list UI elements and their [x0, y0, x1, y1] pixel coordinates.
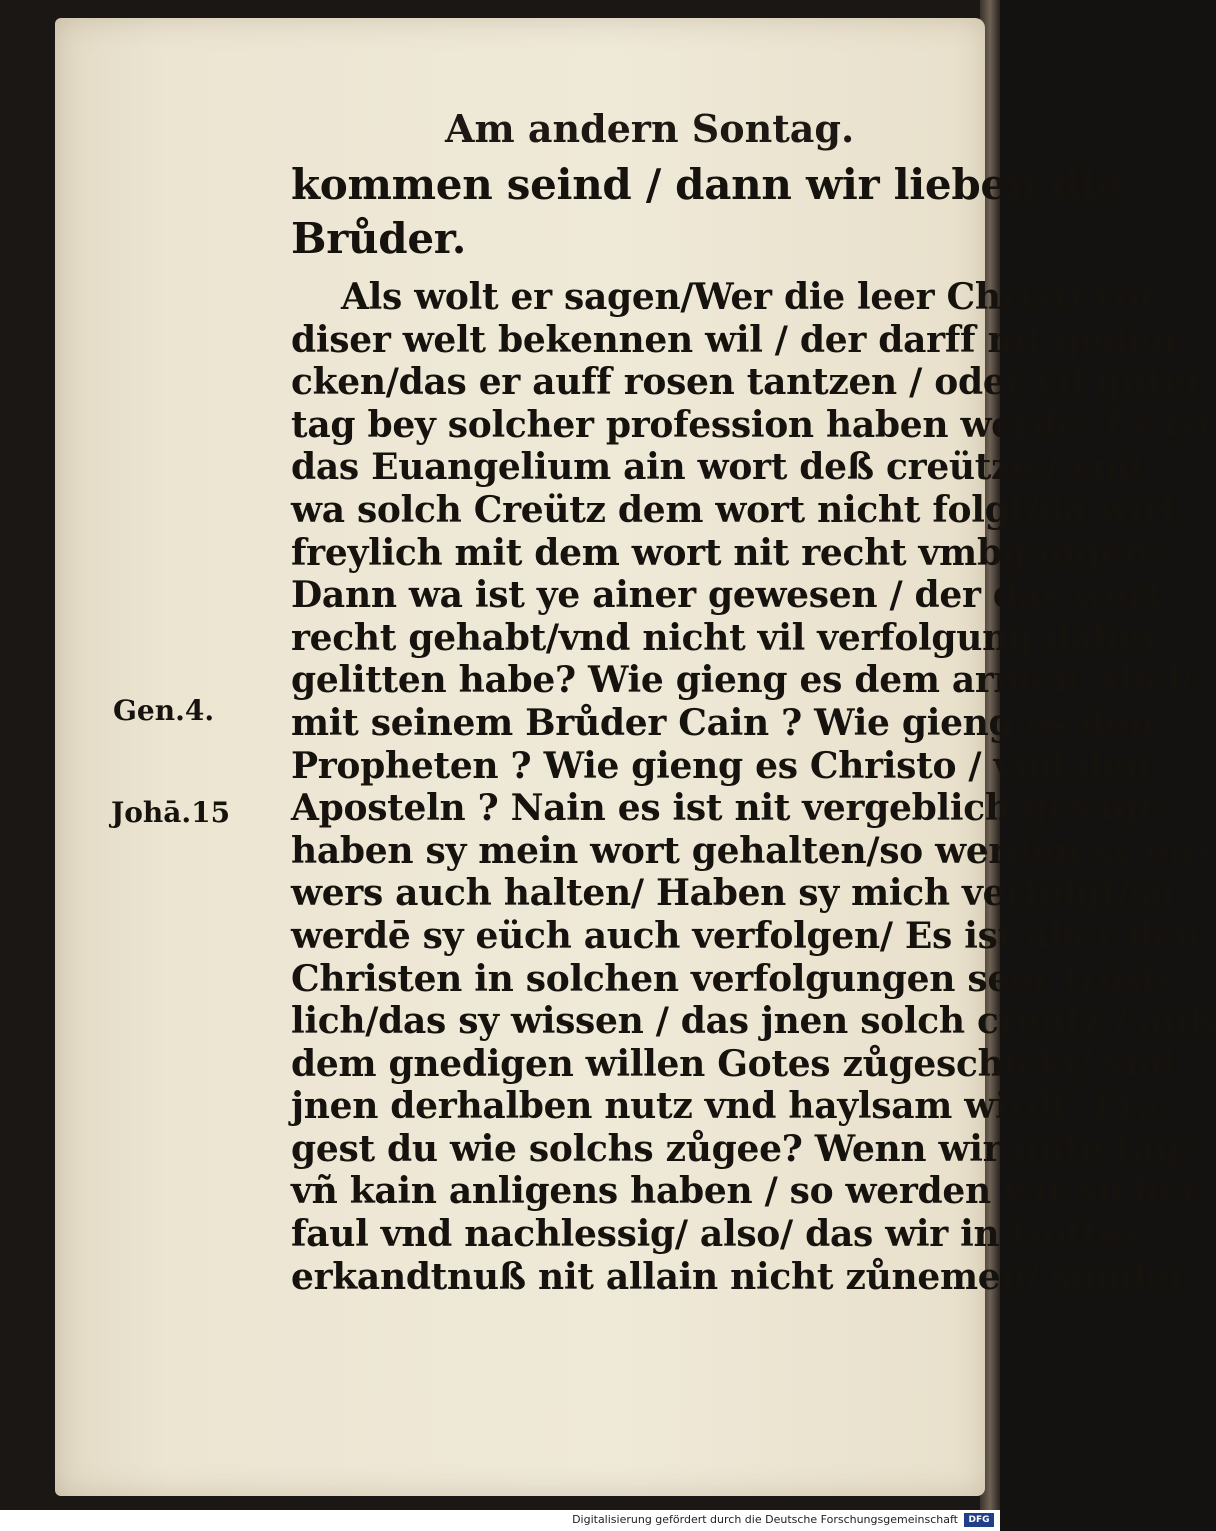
text-line: Als wolt er sagen/Wer die leer Christi vor — [341, 276, 1158, 318]
text-line: Brůder. — [291, 214, 467, 263]
footer-bar — [0, 1510, 1000, 1531]
text-line: lich/das sy wissen / das jnen solch creütz / auß — [291, 1000, 1216, 1043]
text-line: mit seinem Brůder Cain ? Wie gieng es den — [291, 701, 1154, 744]
text-line: cken/das er auff rosen tantzen / oder vil gůter — [291, 361, 1205, 404]
text-line: faul vnd nachlessig/ also/ das wir in Gottes — [291, 1213, 1142, 1256]
footer-credit: Digitalisierung gefördert durch die Deutsche Forschungsgemeinschaft — [572, 1513, 958, 1526]
text-line: kommen seind / dann wir lieben die — [291, 160, 1123, 209]
text-line: haben sy mein wort gehalten/so werden sy eü- — [291, 829, 1209, 872]
dfg-logo: DFG — [964, 1513, 994, 1527]
text-line: werdē sy eüch auch verfolgen/ Es ist aber den — [291, 914, 1201, 957]
text-line: dem gnedigen willen Gotes zůgeschickt/ vnd — [291, 1042, 1176, 1085]
text-line: wers auch halten/ Haben sy mich verfolgt/so — [291, 872, 1174, 915]
text-line: gelitten habe? Wie gieng es dem armen Abel/ — [291, 659, 1194, 702]
text-line: gest du wie solchs zůgee? Wenn wir gůte tag/ — [291, 1127, 1193, 1170]
text-line: diser welt bekennen wil / der darff nit geden- — [291, 318, 1191, 361]
text-line: recht gehabt/vnd nicht vil verfolgung dabey — [291, 616, 1162, 659]
text-line: erkandtnuß nit allain nicht zůnemen/ sonder — [291, 1255, 1187, 1298]
marginal-note: Gen.4. — [113, 694, 215, 727]
book-page — [55, 18, 1216, 1496]
text-line: Aposteln ? Nain es ist nit vergeblich gesagt/ — [291, 787, 1168, 830]
text-line: jnen derhalben nutz vnd haylsam wirdt/ Fra- — [291, 1085, 1175, 1128]
text-line: das Euangelium ain wort deß creütze / vnd — [291, 446, 1143, 489]
text-line: freylich mit dem wort nit recht vmbgangen/ — [291, 531, 1162, 574]
marginal-note: Johā.15 — [111, 796, 231, 829]
body-text — [291, 158, 1216, 1298]
running-head: Am andern Sontag. — [445, 106, 855, 151]
text-line: wa solch Creütz dem wort nicht folgt/da wirt — [291, 488, 1178, 531]
text-line: vñ kain anligens haben / so werden wir sicher — [291, 1170, 1201, 1213]
text-line: tag bey solcher profession haben werde. Es ist — [291, 403, 1214, 446]
text-line: Dann wa ist ye ainer gewesen / der das wort — [291, 574, 1163, 617]
text-line: Christen in solchen verfolgungen seer tröst- — [291, 957, 1174, 1000]
text-line: Propheten ? Wie gieng es Christo / vnd den — [291, 744, 1151, 787]
